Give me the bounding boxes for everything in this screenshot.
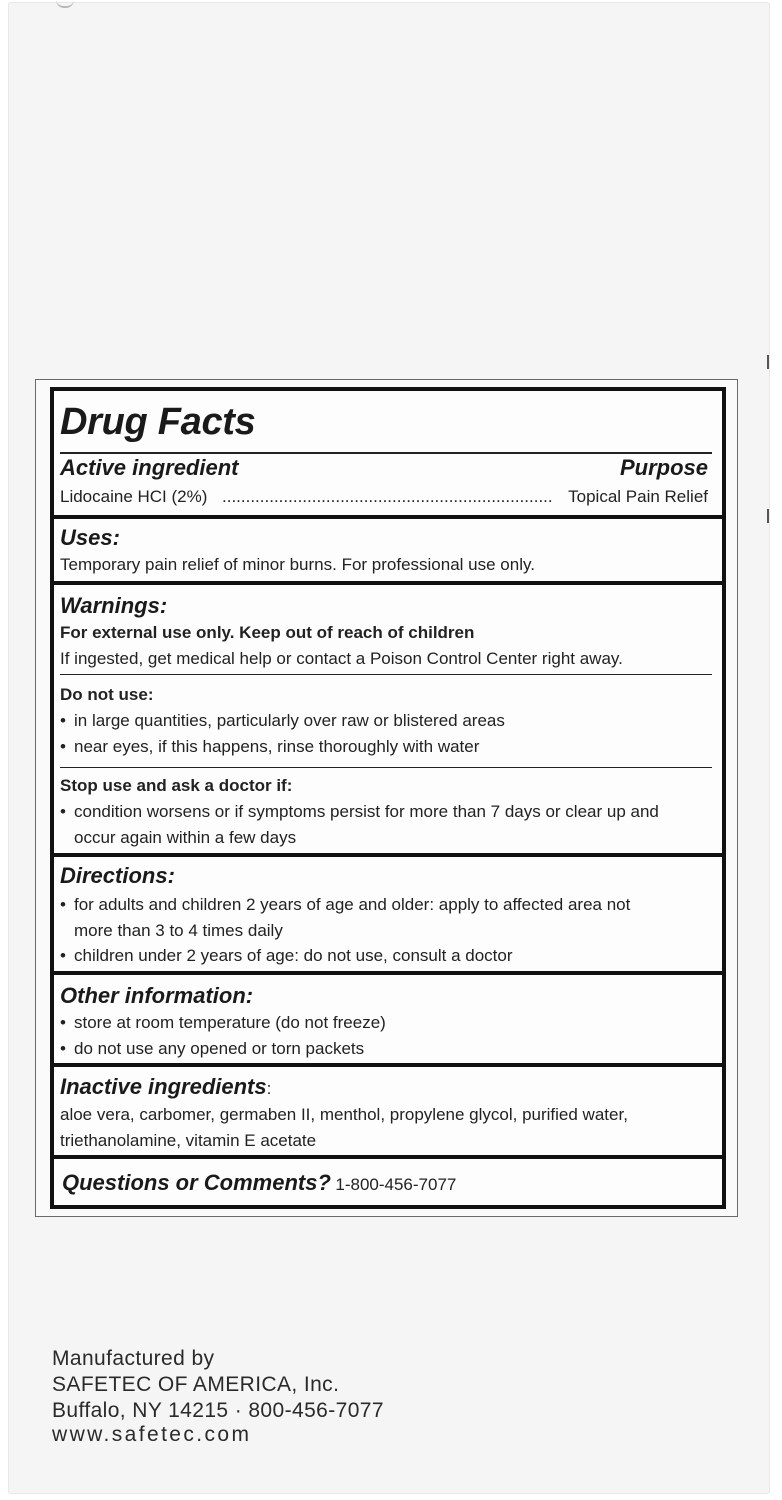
- questions-row: [62, 1170, 456, 1196]
- list-item-continuation: more than 3 to 4 times daily: [74, 921, 283, 940]
- do-not-use-heading: Do not use:: [60, 685, 154, 704]
- list-item-text: near eyes, if this happens, rinse thoroughly with water: [74, 737, 480, 756]
- questions-heading: Questions or Comments?: [62, 1170, 331, 1195]
- inactive-ingredients-line: aloe vera, carbomer, germaben II, menthol, propylene glycol, purified water,: [60, 1105, 628, 1124]
- inactive-ingredients-heading: Inactive ingredients: [60, 1074, 267, 1099]
- inactive-ingredients-line: triethanolamine, vitamin E acetate: [60, 1131, 317, 1150]
- manufacturer-website: www.safetec.com: [52, 1423, 252, 1446]
- bullet-icon: •: [60, 1039, 66, 1058]
- list-item-text: store at room temperature (do not freeze): [74, 1013, 386, 1032]
- section-divider: [54, 1155, 722, 1159]
- bullet-icon: •: [60, 1013, 66, 1032]
- active-purpose: Topical Pain Relief: [568, 487, 708, 506]
- purpose-heading: Purpose: [619, 455, 708, 480]
- edge-tick: [767, 355, 769, 369]
- drug-facts-box: [50, 387, 726, 1209]
- uses-text: Temporary pain relief of minor burns. For professional use only.: [60, 555, 535, 574]
- manufacturer-name: SAFETEC OF AMERICA, Inc.: [52, 1373, 340, 1396]
- section-divider: [54, 971, 722, 975]
- bullet-icon: •: [60, 802, 66, 821]
- inactive-heading-colon: :: [266, 1079, 272, 1098]
- bullet-icon: •: [60, 946, 66, 965]
- list-item-text: children under 2 years of age: do not use, consult a doctor: [74, 946, 513, 965]
- list-item-text: in large quantities, particularly over raw or blistered areas: [74, 711, 505, 730]
- manufactured-by-label: Manufactured by: [52, 1347, 215, 1370]
- directions-heading: Directions:: [60, 863, 175, 888]
- uses-heading: Uses:: [60, 525, 120, 550]
- active-ingredient-name: Lidocaine HCI (2%): [60, 487, 208, 506]
- edge-tick: [767, 509, 769, 523]
- section-divider: [54, 581, 722, 585]
- warnings-heading: Warnings:: [60, 593, 168, 618]
- list-item-text: for adults and children 2 years of age and older: apply to affected area not: [74, 895, 631, 914]
- section-divider: [54, 1063, 722, 1067]
- active-ingredient-heading: Active ingredient: [60, 455, 239, 480]
- bullet-icon: •: [60, 737, 66, 756]
- drug-facts-title: Drug Facts: [60, 401, 256, 443]
- list-item-text: condition worsens or if symptoms persist for more than 7 days or clear up and: [74, 802, 659, 821]
- manufacturer-address: Buffalo, NY 14215 · 800-456-7077: [52, 1399, 384, 1422]
- list-item-text: do not use any opened or torn packets: [74, 1039, 365, 1058]
- bullet-icon: •: [60, 711, 66, 730]
- active-leader-dots: ......................................................................: [222, 487, 553, 506]
- stop-use-heading: Stop use and ask a doctor if:: [60, 776, 293, 795]
- questions-phone: 1-800-456-7077: [335, 1175, 457, 1194]
- list-item-continuation: occur again within a few days: [74, 828, 297, 847]
- other-information-heading: Other information:: [60, 983, 254, 1008]
- warnings-subdivider: [60, 767, 712, 768]
- warnings-ingested-line: If ingested, get medical help or contact a Poison Control Center right away.: [60, 649, 623, 668]
- section-divider: [54, 853, 722, 857]
- title-divider: [60, 452, 712, 454]
- section-divider: [54, 515, 722, 519]
- bullet-icon: •: [60, 895, 66, 914]
- inactive-heading-row: [60, 1074, 271, 1100]
- warnings-bold-line: For external use only. Keep out of reach of children: [60, 623, 475, 642]
- warnings-subdivider: [60, 674, 712, 675]
